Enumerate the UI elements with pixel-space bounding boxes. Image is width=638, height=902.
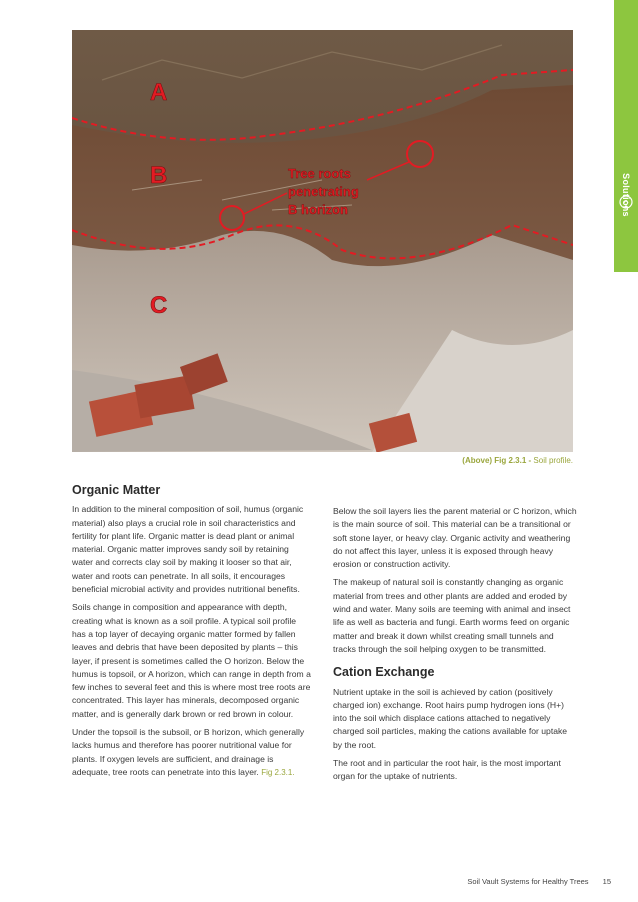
paragraph: In addition to the mineral composition of soil, humus (organic material) also plays a crucial role in soil characteristics and fertility for plant life. Organic matter is dead plant or animal material. Organic matter improves sandy soil by retaining water and corrects clay soil by making it looser so that air, water and roots can penetrate. In all soils, it encourages beneficial microbial activity and provides nutritional benefits. [72,504,304,595]
paragraph: Soils change in composition and appearance with depth, creating what is known as a soil profile. A typical soil profile has a top layer of decaying organic matter formed by fallen leaves and debris that have been deposited by plants – this layer, if present is sometimes called the O horizon. Below the humus is topsoil, or A horizon, which can range in depth from a few inches to several feet and this is where most tree roots are concentrated. This layer has minerals, decomposed organic matter, and is generally dark brown or red brown in colour. [72,602,311,719]
caption-text: Soil profile. [533,456,573,465]
heading-organic-matter: Organic Matter [72,483,161,497]
section-tab [614,0,638,272]
annotation-line-2: penetrating [288,184,359,199]
page-number: 15 [602,877,611,886]
paragraph: Nutrient uptake in the soil is achieved by cation (positively charged ion) exchange. Root hairs pump hydrogen ions (H+) into the soil which displace cations attached to negatively charged soil particles, making the cations available for uptake by the root. [333,686,568,750]
horizon-label-c: C [150,292,168,319]
caption-prefix: (Above) Fig 2.3.1 - [462,456,532,465]
footer-title: Soil Vault Systems for Healthy Trees [467,877,589,886]
annotation-line-1: Tree roots [288,166,351,181]
horizon-label-a: A [150,79,168,106]
heading-cation-exchange: Cation Exchange [333,665,435,680]
annotation-line-3: B horizon [288,202,348,217]
paragraph: Under the topsoil is the subsoil, or B horizon, which generally lacks humus and therefore has poorer nutritional value for plants. If oxygen levels are sufficient, and drainage is adequate, tree roots can penetrate into this layer. Fig 2.3.1. [72,727,305,777]
figure-caption [462,456,573,465]
left-column [72,484,312,784]
right-column [333,505,578,789]
page-footer [467,877,611,886]
paragraph: The root and in particular the root hair, is the most important organ for the uptake of nutrients. [333,758,561,782]
section-tab-label: Solutions [621,173,631,217]
soil-profile-photo [72,30,573,452]
paragraph: The makeup of natural soil is constantly changing as organic material from trees and other plants are added and eroded by wind and water. Many soils are teeming with animal and insect life as well as bacteria and fungi. Earth worms feed on organic matter and break it down whilst creating small tunnels and tracks through the soil helping oxygen to be transmitted. [333,577,571,654]
paragraph: Below the soil layers lies the parent material or C horizon, which is the main source of soil. This material can be a transitional or soft stone layer, or heavy clay. Organic activity and weathering do not affect this layer, unless it is exposed through heavy erosion or construction activity. [333,506,577,570]
figure-reference: Fig 2.3.1. [261,767,295,777]
horizon-label-b: B [150,162,168,189]
